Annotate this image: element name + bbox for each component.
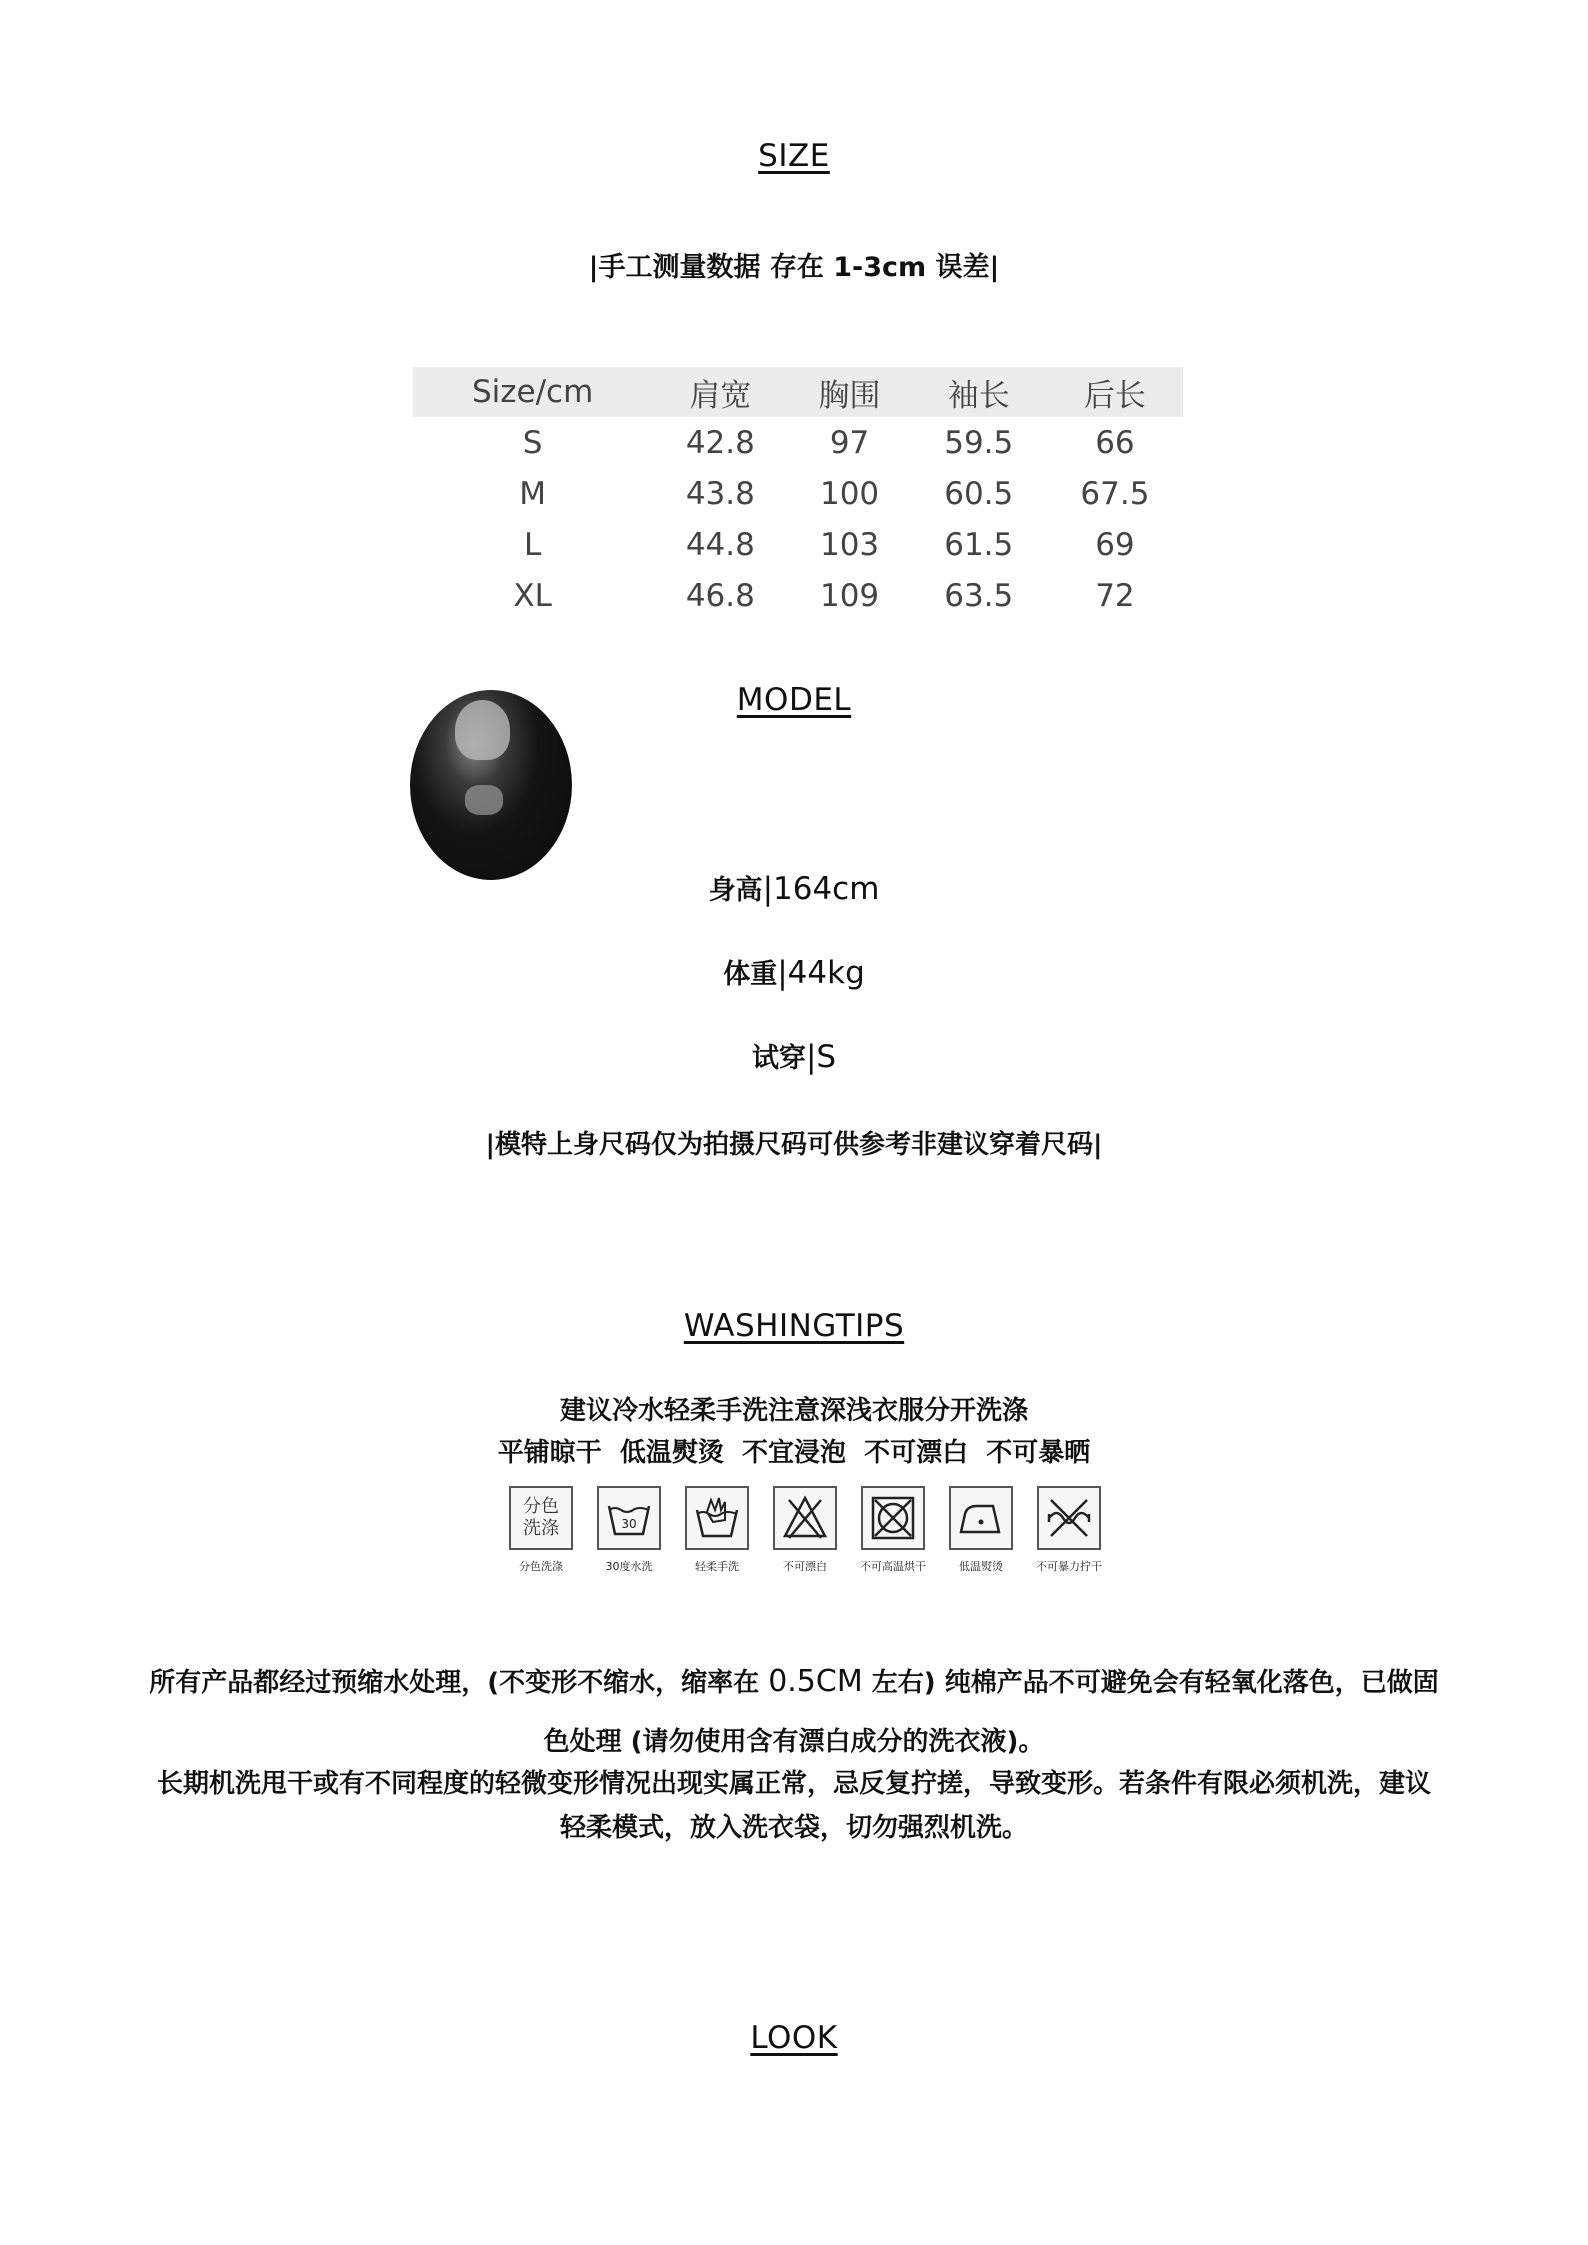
- wash-item: [855, 1486, 931, 1574]
- wash-item: [767, 1486, 843, 1574]
- para1-text-a: 所有产品都经过预缩水处理，(不变形不缩水，缩率在: [149, 1668, 769, 1698]
- wash-caption: 轻柔手洗: [695, 1560, 739, 1573]
- model-weight: [0, 952, 1588, 991]
- wash-item: [679, 1486, 755, 1574]
- model-heading: MODEL: [736, 682, 852, 718]
- washing-line1: 建议冷水轻柔手洗注意深浅衣服分开洗涤: [559, 1396, 1028, 1426]
- model-tryon: [0, 1036, 1588, 1075]
- size-table-header: [413, 367, 1183, 417]
- wash-30-icon: [597, 1486, 661, 1550]
- table-cell: 43.8: [685, 475, 755, 512]
- para2-line-a: 长期机洗甩干或有不同程度的轻微变形情况出现实属正常，忌反复拧搓，导致变形。若条件有限必须机洗，建议: [156, 1769, 1431, 1799]
- wash-30-text: 30: [621, 1517, 637, 1531]
- table-cell: 67.5: [1080, 475, 1150, 512]
- wash-caption: 分色洗涤: [519, 1560, 563, 1573]
- washing-paragraph-2: [92, 1762, 1496, 1850]
- low-iron-icon: [949, 1486, 1013, 1550]
- table-cell: S: [522, 424, 543, 461]
- table-cell: 69: [1095, 526, 1135, 563]
- model-weight-value: |44kg: [777, 955, 865, 991]
- model-weight-label: 体重: [723, 959, 778, 990]
- header-sleeve: 袖长: [911, 367, 1047, 417]
- table-cell: 59.5: [944, 424, 1014, 461]
- wash-caption: 低温熨烫: [959, 1560, 1003, 1573]
- washing-paragraph-1-cont: 色处理 (请勿使用含有漂白成分的洗衣液)。: [543, 1727, 1045, 1757]
- washing-icons: [503, 1486, 1107, 1574]
- washing-heading: WASHINGTIPS: [683, 1308, 905, 1344]
- table-cell: XL: [513, 577, 552, 614]
- wash-caption: 30度水洗: [605, 1560, 653, 1573]
- table-cell: 109: [819, 577, 880, 614]
- table-cell: 100: [819, 475, 880, 512]
- para1-shrink-value: 0.5CM: [768, 1664, 863, 1699]
- wash-item: [943, 1486, 1019, 1574]
- no-bleach-icon: [773, 1486, 837, 1550]
- model-height: [0, 868, 1588, 907]
- table-cell: 103: [819, 526, 880, 563]
- model-height-label: 身高: [708, 875, 763, 906]
- model-photo: [410, 690, 572, 880]
- wash-item: [1031, 1486, 1107, 1574]
- table-cell: 72: [1095, 577, 1135, 614]
- table-cell: 66: [1095, 424, 1135, 461]
- wash-caption: 不可高温烘干: [860, 1560, 926, 1573]
- wash-caption: 不可漂白: [783, 1560, 827, 1573]
- size-heading: SIZE: [758, 138, 830, 174]
- model-tryon-label: 试穿: [751, 1043, 806, 1074]
- separate-color-wash-text: 分色 洗涤: [523, 1496, 559, 1539]
- no-wring-icon: [1037, 1486, 1101, 1550]
- para1-text-b: 左右) 纯棉产品不可避免会有轻氧化落色，已做固: [862, 1668, 1439, 1698]
- header-chest: 胸围: [788, 367, 910, 417]
- para2-line-b: 轻柔模式，放入洗衣袋，切勿强烈机洗。: [559, 1813, 1028, 1843]
- table-row: [413, 468, 1183, 519]
- wash-caption: 不可暴力拧干: [1036, 1560, 1102, 1573]
- table-row: [413, 519, 1183, 570]
- header-shoulder: 肩宽: [652, 367, 788, 417]
- size-note: |手工测量数据 存在 1-3cm 误差|: [588, 252, 1000, 283]
- model-tryon-value: |S: [805, 1039, 837, 1075]
- table-cell: L: [524, 526, 542, 563]
- table-row: [413, 570, 1183, 621]
- table-cell: 61.5: [944, 526, 1014, 563]
- table-cell: 42.8: [685, 424, 755, 461]
- table-row: [413, 417, 1183, 468]
- table-cell: 44.8: [685, 526, 755, 563]
- hand-wash-icon: [685, 1486, 749, 1550]
- wash-item: [591, 1486, 667, 1574]
- table-cell: 63.5: [944, 577, 1014, 614]
- model-note: |模特上身尺码仅为拍摄尺码可供参考非建议穿着尺码|: [485, 1130, 1103, 1160]
- wash-item: [503, 1486, 579, 1574]
- washing-line2: 平铺晾干 低温熨烫 不宜浸泡 不可漂白 不可暴晒: [497, 1438, 1091, 1468]
- table-cell: 97: [829, 424, 870, 461]
- table-cell: 46.8: [685, 577, 755, 614]
- size-table: [413, 367, 1183, 621]
- table-cell: M: [519, 475, 547, 512]
- look-heading: LOOK: [750, 2020, 838, 2056]
- model-height-value: |164cm: [762, 871, 880, 907]
- no-tumble-dry-icon: [861, 1486, 925, 1550]
- washing-paragraph-1: [92, 1660, 1496, 1705]
- header-length: 后长: [1047, 367, 1183, 417]
- separate-color-wash-icon: [509, 1486, 573, 1550]
- table-cell: 60.5: [944, 475, 1014, 512]
- header-size: Size/cm: [413, 367, 652, 417]
